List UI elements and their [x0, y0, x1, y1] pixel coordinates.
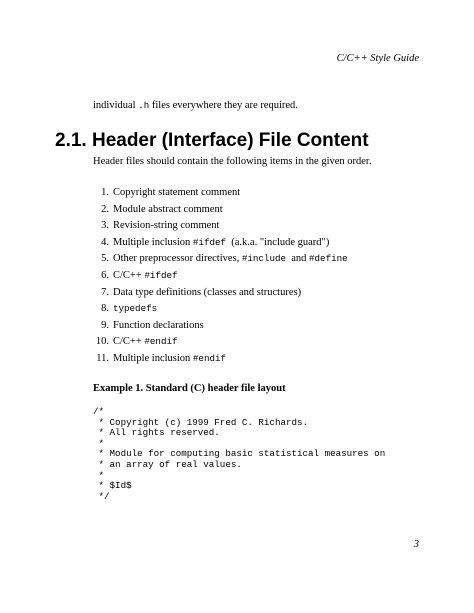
list-item: [93, 202, 348, 219]
list-item-number: 5.: [101, 253, 109, 265]
list-item-after: (a.k.a. "include guard"): [226, 236, 330, 248]
list-item-number: 7.: [101, 286, 109, 298]
code-line: /*: [93, 406, 105, 417]
list-item-code: typedefs: [113, 303, 158, 315]
list-item: [93, 251, 348, 268]
list-item-code: #ifdef: [144, 269, 178, 281]
list-item: [93, 351, 348, 368]
list-item: [93, 235, 348, 252]
list-item: [93, 318, 348, 335]
list-item-code-2: #define: [309, 253, 348, 265]
intro-suffix: files everywhere they are required.: [149, 100, 298, 111]
list-item-number: 8.: [101, 303, 109, 315]
code-line: * All rights reserved.: [93, 427, 220, 439]
code-line: * $Id$: [93, 480, 132, 492]
list-item-number: 9.: [101, 319, 109, 331]
code-line: *: [93, 469, 105, 481]
code-line: * an array of real values.: [93, 458, 242, 470]
list-item-text: Other preprocessor directives,: [113, 253, 242, 265]
list-item-number: 4.: [101, 236, 109, 248]
list-item-number: 2.: [101, 203, 109, 215]
list-item-text: Revision-string comment: [113, 220, 220, 232]
list-item-text: Data type definitions (classes and structures): [113, 286, 302, 298]
intro-prefix: individual: [93, 100, 139, 111]
list-item-text: Copyright statement comment: [113, 187, 241, 198]
list-item-text: Multiple inclusion: [113, 352, 193, 364]
intro-paragraph: [93, 100, 298, 111]
list-item: [93, 334, 348, 351]
list-item-mid: and: [285, 253, 310, 265]
code-line: *: [93, 437, 105, 449]
page-number: 3: [413, 539, 419, 550]
list-item-code: #include: [241, 253, 286, 265]
list-item-text: C/C++: [113, 269, 145, 281]
list-item-text: Module abstract comment: [113, 203, 223, 215]
list-item: [93, 185, 348, 202]
section-intro: Header files should contain the following items in the given order.: [93, 156, 372, 167]
list-item-number: 1.: [101, 187, 109, 198]
list-item-number: 10.: [95, 336, 109, 348]
code-line: */: [93, 490, 110, 502]
code-line: * Copyright (c) 1999 Fred C. Richards.: [93, 416, 309, 428]
list-item: [93, 268, 348, 285]
list-item-text: Multiple inclusion: [113, 236, 193, 248]
example-title: Example 1. Standard (C) header file layout: [93, 383, 286, 394]
running-header-title: C/C++ Style Guide: [336, 53, 419, 64]
intro-code: .h: [138, 100, 150, 111]
list-item-text: C/C++: [113, 336, 145, 348]
code-line: * Module for computing basic statistical measures on: [93, 448, 386, 460]
header-contents-list: [93, 185, 348, 368]
list-item-number: 11.: [96, 352, 109, 364]
list-item: [93, 218, 348, 235]
code-block: [93, 407, 385, 502]
list-item-number: 6.: [101, 269, 109, 281]
list-item: [93, 285, 348, 302]
section-heading: 2.1. Header (Interface) File Content: [55, 130, 369, 151]
list-item-code: #ifdef: [192, 236, 227, 248]
list-item-text: Function declarations: [113, 319, 204, 331]
list-item-number: 3.: [101, 220, 109, 232]
list-item-code: #endif: [144, 336, 178, 348]
list-item: [93, 301, 348, 318]
list-item-code: #endif: [192, 352, 227, 364]
